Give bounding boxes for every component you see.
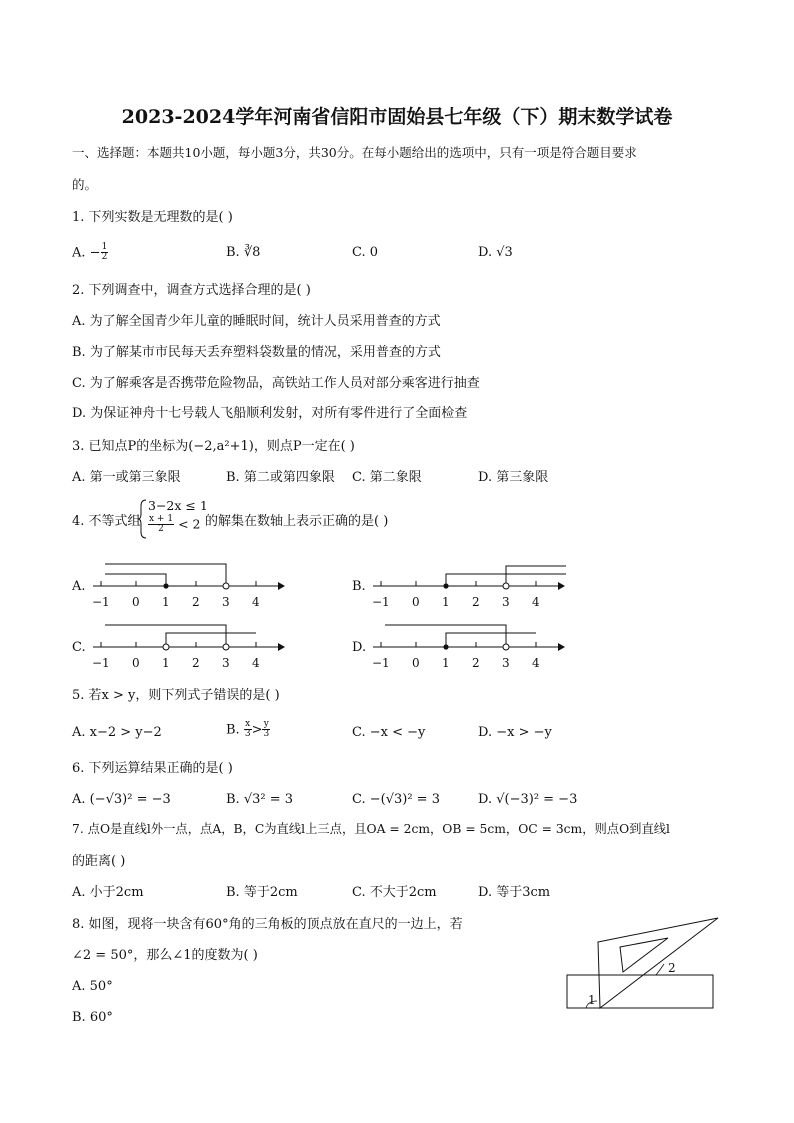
nl-d-tick-3: 2	[472, 656, 480, 670]
q3-stem: 3. 已知点P的坐标为(−2,a²+1)，则点P一定在( )	[72, 439, 355, 454]
q5-b-d1: 3	[244, 729, 251, 740]
q1-option-d: D. √3	[478, 245, 513, 260]
nl-b-tick-3: 2	[472, 595, 480, 609]
nl-b-tick-0: −1	[372, 595, 390, 609]
q5-b-n2: y	[263, 719, 269, 729]
q5-stem: 5. 若x > y，则下列式子错误的是( )	[72, 688, 280, 703]
q3-option-d: D. 第三象限	[478, 470, 549, 485]
nl-a-tick-0: −1	[92, 595, 110, 609]
q5-b-n1: x	[245, 719, 251, 729]
q4-ineq2-num: x + 1	[149, 514, 174, 524]
nl-c-tick-0: −1	[92, 656, 110, 670]
angle-2-arc	[656, 964, 664, 975]
q1-a-num: 1	[101, 242, 108, 252]
triangle-inner	[620, 938, 668, 972]
nl-a-tick-4: 3	[222, 595, 230, 609]
section-heading-line2: 的。	[72, 177, 98, 192]
q8-line1: 8. 如图，现将一块含有60°角的三角板的顶点放在直尺的一边上，若	[72, 917, 463, 932]
nl-d-tick-2: 1	[442, 656, 450, 670]
q1-option-a	[72, 243, 108, 263]
q6-stem: 6. 下列运算结果正确的是( )	[72, 761, 233, 776]
section-heading-line1: 一、选择题：本题共10小题，每小题3分，共30分。在每小题给出的选项中，只有一项是符合题目要求	[72, 145, 637, 160]
q5-b-frac2	[262, 720, 270, 740]
q7-option-a: A. 小于2cm	[72, 885, 144, 900]
q2-option-a: A. 为了解全国青少年儿童的睡眠时间，统计人员采用普查的方式	[72, 314, 441, 329]
q5-option-d: D. −x > −y	[478, 725, 552, 740]
q4-option-c-label: C.	[72, 640, 86, 655]
nl-d-tick-0: −1	[372, 656, 390, 670]
q5-option-c: C. −x < −y	[352, 725, 426, 740]
nl-b-tick-5: 4	[532, 595, 540, 609]
q6-option-d: D. √(−3)² = −3	[478, 792, 578, 807]
q8-figure	[560, 910, 720, 1020]
q1-option-b: B. ∛8	[226, 245, 261, 260]
q5-option-a: A. x−2 > y−2	[72, 725, 162, 740]
q5-option-b	[226, 720, 270, 740]
q2-option-c: C. 为了解乘客是否携带危险物品，高铁站工作人员对部分乘客进行抽查	[72, 376, 480, 391]
q7-line1: 7. 点O是直线l外一点，点A，B，C为直线l上三点，且OA = 2cm，OB = 5cm，OC = 3cm，则点O到直线l	[72, 822, 670, 836]
q4-ineq2-rest: < 2	[178, 516, 201, 532]
number-line-d	[368, 616, 578, 676]
angle-1-label: 1	[588, 993, 596, 1007]
q6-option-c: C. −(√3)² = 3	[352, 792, 440, 807]
nl-c-tick-3: 2	[192, 656, 200, 670]
q1-stem: 1. 下列实数是无理数的是( )	[72, 210, 233, 225]
nl-d-tick-1: 0	[412, 656, 420, 670]
q1-option-a-label: A.	[72, 245, 86, 261]
q3-option-a: A. 第一或第三象限	[72, 470, 181, 485]
nl-c-tick-5: 4	[252, 656, 260, 670]
q3-option-c: C. 第二象限	[352, 470, 422, 485]
q5-b-op: >	[251, 722, 263, 738]
q4-option-a-label: A.	[72, 579, 86, 594]
q8-option-a: A. 50°	[72, 979, 113, 994]
q1-option-a-sign: −	[89, 245, 101, 261]
q5-b-frac1	[244, 720, 252, 740]
q1-option-c: C. 0	[352, 245, 379, 260]
q6-option-b: B. √3² = 3	[226, 792, 294, 807]
number-line-b	[368, 555, 578, 615]
q4-inequality-2	[148, 515, 200, 535]
q7-option-c: C. 不大于2cm	[352, 885, 437, 900]
nl-b-tick-1: 0	[412, 595, 420, 609]
q2-option-d: D. 为保证神舟十七号载人飞船顺利发射，对所有零件进行了全面检查	[72, 406, 468, 421]
nl-a-tick-1: 0	[132, 595, 140, 609]
nl-d-tick-5: 4	[532, 656, 540, 670]
nl-c-tick-1: 0	[132, 656, 140, 670]
angle-2-label: 2	[668, 961, 676, 975]
q1-option-a-fraction	[101, 243, 109, 263]
nl-a-tick-2: 1	[162, 595, 170, 609]
q5-option-b-label: B.	[226, 722, 240, 738]
q7-option-b: B. 等于2cm	[226, 885, 298, 900]
q4-prefix: 4. 不等式组	[72, 514, 141, 529]
q4-option-d-label: D.	[352, 640, 367, 655]
q4-system-brace	[138, 498, 148, 540]
number-line-c	[88, 616, 288, 676]
q7-option-d: D. 等于3cm	[478, 885, 551, 900]
nl-b-tick-4: 3	[502, 595, 510, 609]
nl-a-tick-3: 2	[192, 595, 200, 609]
q8-option-b: B. 60°	[72, 1010, 113, 1025]
page-title: 2023-2024学年河南省信阳市固始县七年级（下）期末数学试卷	[121, 106, 673, 128]
q7-line2: 的距离( )	[72, 854, 126, 869]
q2-option-b: B. 为了解某市市民每天丢弃塑料袋数量的情况，采用普查的方式	[72, 345, 441, 360]
q3-option-b: B. 第二或第四象限	[226, 470, 335, 485]
q1-a-den: 2	[101, 252, 108, 263]
q4-ineq2-fraction	[148, 515, 174, 535]
q4-option-b-label: B.	[352, 579, 366, 594]
q2-stem: 2. 下列调查中，调查方式选择合理的是( )	[72, 283, 311, 298]
q4-inequality-1: 3−2x ≤ 1	[148, 498, 208, 513]
q8-line2: ∠2 = 50°，那么∠1的度数为( )	[72, 948, 258, 963]
nl-c-tick-4: 3	[222, 656, 230, 670]
nl-a-tick-5: 4	[252, 595, 260, 609]
nl-b-tick-2: 1	[442, 595, 450, 609]
q6-option-a: A. (−√3)² = −3	[72, 792, 171, 807]
number-line-a	[88, 555, 288, 615]
q4-ineq2-den: 2	[158, 524, 164, 535]
nl-d-tick-4: 3	[502, 656, 510, 670]
q5-b-d2: 3	[263, 729, 270, 740]
nl-c-tick-2: 1	[162, 656, 170, 670]
q4-suffix: 的解集在数轴上表示正确的是( )	[205, 514, 389, 529]
